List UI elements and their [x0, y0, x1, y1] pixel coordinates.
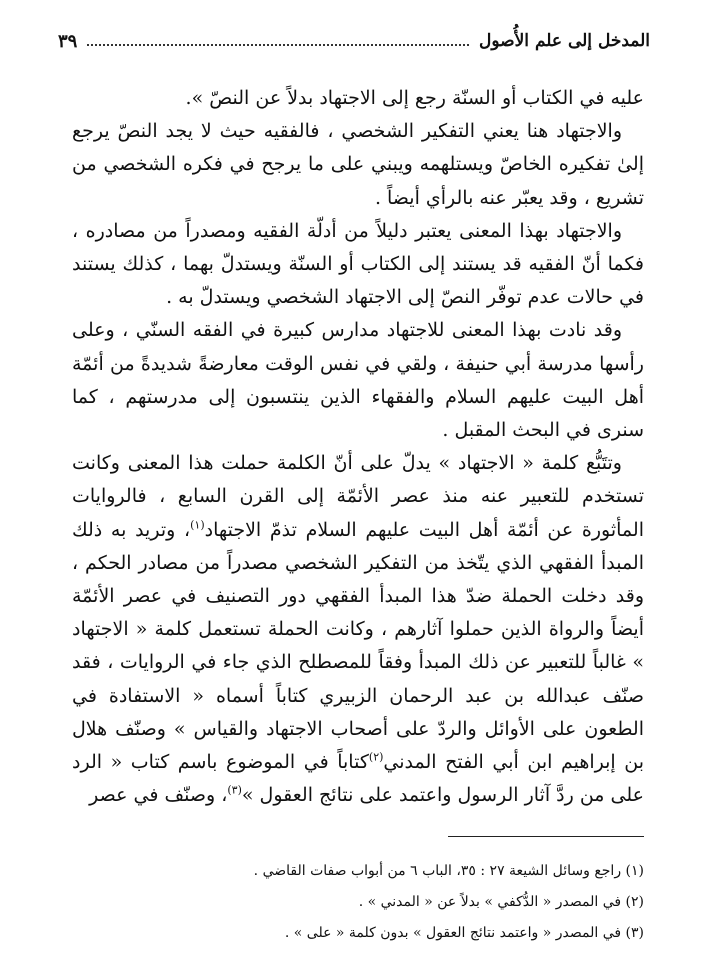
- main-text: [72, 82, 644, 812]
- page-number: ٣٩: [58, 30, 78, 52]
- running-header: [58, 26, 650, 56]
- paragraph-5-part-b: ، وتريد به ذلك المبدأ الفقهي الذي يتّخذ من التفكير الشخصي مصدراً من مصادر الحكم ، وقد دخلت الحملة ضدّ هذا المبدأ الفقهي دور التصنيف في عصر الأئمّة أيضاً والرواة الذين حملوا آثارهم ، وكانت الحملة تستعمل كلمة « الاجتهاد » غالباً للتعبير عن ذلك المبدأ وفقاً للمصطلح الذي جاء في الروايات ، فقد صنّف عبدالله بن عبد الرحمان الزبيري كتاباً أسماه « الاستفادة في الطعون على الأوائل والردّ على أصحاب الاجتهاد والقياس » وصنّف هلال بن إبراهيم ابن أبي الفتح المدني: [72, 518, 644, 774]
- header-dot-leader: [87, 44, 469, 46]
- footnote-1: (١) راجع وسائل الشيعة ٢٧ : ٣٥، الباب ٦ من أبواب صفات القاضي .: [253, 863, 644, 879]
- paragraph-2: والاجتهاد هنا يعني التفكير الشخصي ، فالفقيه حيث لا يجد النصّ يرجع إلىٰ تفكيره الخاصّ ويستلهمه ويبني على ما يرجح في فكره الشخصي من تشريع ، وقد يعبّر عنه بالرأي أيضاً .: [72, 120, 644, 209]
- paragraph-5: [72, 447, 644, 812]
- footnotes: [72, 856, 644, 949]
- footnote-2: (٢) في المصدر « الدُّكفي » بدلاً عن « المدني » .: [358, 894, 644, 910]
- paragraph-5-part-d: ، وصنّف في عصر: [89, 784, 228, 807]
- footnote-ref-3: (٣): [227, 783, 242, 797]
- paragraph-5-part-c: كتاباً في الموضوع باسم كتاب « الرد على من ردَّ آثار الرسول واعتمد على نتائج العقول »: [72, 751, 644, 807]
- paragraph-3: والاجتهاد بهذا المعنى يعتبر دليلاً من أدلّة الفقيه ومصدراً من مصادره ، فكما أنّ الفقيه قد يستند إلى الكتاب أو السنّة ويستدلّ بهما ، كذلك يستند في حالات عدم توفّر النصّ إلى الاجتهاد الشخصي ويستدلّ به .: [72, 219, 644, 309]
- paragraph-1: عليه في الكتاب أو السنّة رجع إلى الاجتهاد بدلاً عن النصّ ».: [185, 87, 644, 109]
- running-title: المدخل إلى علم الأُصول: [479, 31, 650, 51]
- paragraph-4: وقد نادت بهذا المعنى للاجتهاد مدارس كبيرة في الفقه السنّي ، وعلى رأسها مدرسة أبي حنيفة ، ولقي في نفس الوقت معارضةً شديدةً من أئمّة أهل البيت عليهم السلام والفقهاء الذين ينتسبون إلى مدرستهم ، كما سنرى في البحث المقبل .: [72, 319, 644, 442]
- footnote-ref-2: (٢): [368, 750, 384, 764]
- footnote-ref-1: (١): [190, 518, 205, 532]
- paragraph-5-part-a: وتتَبُّع كلمة « الاجتهاد » يدلّ على أنّ الكلمة حملت هذا المعنى وكانت تستخدم للتعبير عنه منذ عصر الأئمّة إلى القرن السابع ، فالروايات المأثورة عن أئمّة أهل البيت عليهم السلام تذمّ الاجتهاد: [72, 452, 644, 541]
- footnote-3: (٣) في المصدر « واعتمد نتائج العقول » بدون كلمة « على » .: [284, 925, 644, 941]
- footnote-separator: [448, 836, 644, 837]
